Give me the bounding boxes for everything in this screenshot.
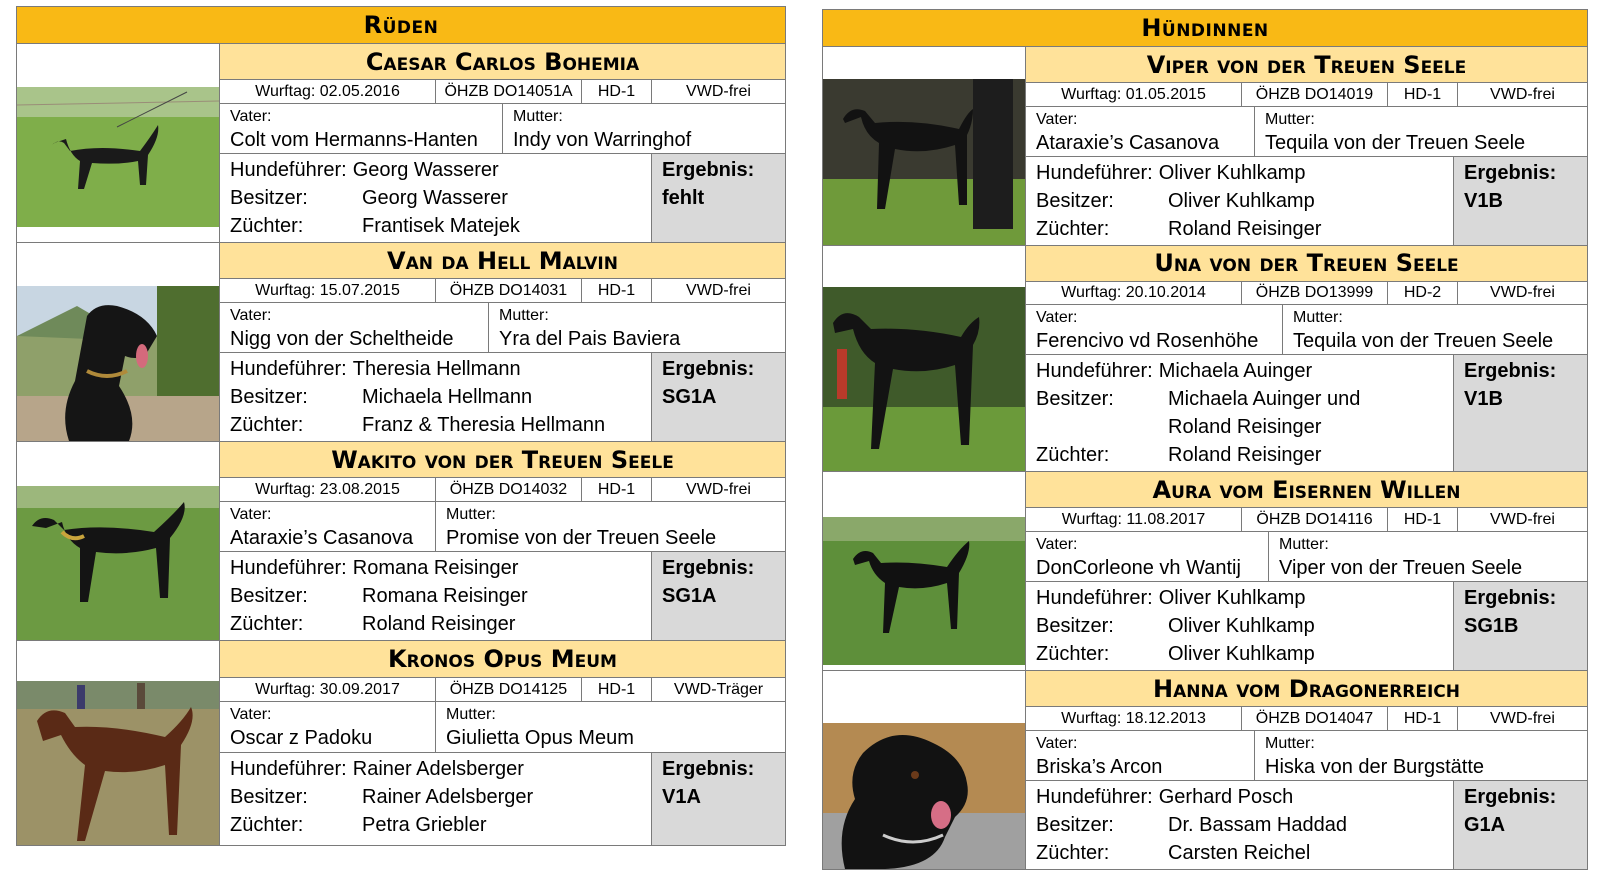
breeder: [230, 610, 641, 638]
handler-name: Oliver Kuhlkamp: [1158, 587, 1306, 609]
vwd-status: VWD-Träger: [673, 680, 764, 698]
dog-info: [220, 442, 786, 640]
owner-label: Besitzer:: [1036, 814, 1114, 836]
dog-photo-cell: [822, 671, 1026, 869]
breeder: [230, 212, 641, 240]
dog-info: [1026, 671, 1588, 869]
dog-photo-cell: [16, 243, 220, 441]
owner-label: Besitzer:: [230, 386, 308, 408]
column-title-huendinnen: Hündinnen: [822, 9, 1588, 47]
owner: [1036, 811, 1443, 839]
people-block: [220, 753, 785, 845]
owner: [230, 582, 641, 610]
breeder-name: Petra Griebler: [362, 814, 487, 836]
breeder: [230, 411, 641, 439]
parents-row: [1026, 532, 1587, 582]
handler-label: Hundeführer:: [1036, 360, 1153, 382]
parents-row: [220, 702, 785, 753]
breeder-label: Züchter:: [1036, 842, 1110, 864]
result-label: Ergebnis:: [662, 358, 755, 380]
handler: [230, 355, 641, 383]
mother-name: Promise von der Treuen Seele: [446, 526, 717, 549]
father-label: Vater:: [230, 107, 272, 125]
owner-label: Besitzer:: [1036, 190, 1114, 212]
dog-name: Una von der Treuen Seele: [1026, 246, 1587, 282]
result-label: Ergebnis:: [662, 557, 755, 579]
breeder: [1036, 441, 1443, 469]
breeder-name: Roland Reisinger: [1168, 218, 1322, 240]
dog-meta-row: [220, 678, 785, 702]
mother: [1254, 731, 1587, 780]
dog-meta-row: [220, 80, 785, 104]
dog-meta-row: [220, 279, 785, 303]
dog-name: Van da Hell Malvin: [220, 243, 785, 279]
dog-info: [220, 243, 786, 441]
doberman-head-portrait-icon: [823, 723, 1025, 869]
handler-name: Rainer Adelsberger: [352, 758, 524, 780]
people-block: [220, 154, 785, 242]
vwd-status: VWD-frei: [1490, 85, 1555, 103]
handler: [230, 156, 641, 184]
owner: [1036, 612, 1443, 640]
father: [1026, 532, 1268, 581]
breeder-label: Züchter:: [230, 613, 304, 635]
people-list: [1026, 781, 1453, 869]
dog-info: [1026, 47, 1588, 245]
breeder-label: Züchter:: [230, 414, 304, 436]
vwd-status: VWD-frei: [686, 281, 751, 299]
standing-doberman-meadow-icon: [823, 517, 1025, 665]
father-name: DonCorleone vh Wantij: [1036, 556, 1241, 579]
standing-doberman-handler-icon: [823, 79, 1025, 245]
handler-label: Hundeführer:: [230, 159, 347, 181]
handler-name: Theresia Hellmann: [352, 358, 521, 380]
father-label: Vater:: [230, 306, 272, 324]
mother-name: Indy von Warringhof: [513, 128, 692, 151]
mother-label: Mutter:: [1265, 110, 1315, 128]
mother: [1268, 532, 1587, 581]
handler-name: Michaela Auinger: [1158, 360, 1313, 382]
result-label: Ergebnis:: [1464, 162, 1557, 184]
father-name: Oscar z Padoku: [230, 727, 373, 749]
father-label: Vater:: [1036, 110, 1078, 128]
handler-label: Hundeführer:: [230, 557, 347, 579]
dog-meta-row: [1026, 83, 1587, 107]
breeder: [1036, 640, 1443, 668]
hd-status: HD-1: [1388, 508, 1458, 531]
standing-doberman-grass-icon: [17, 87, 219, 227]
wurftag: Wurftag: 30.09.2017: [220, 678, 436, 701]
breeder-label: Züchter:: [230, 814, 304, 836]
dog-entry: [16, 641, 786, 846]
handler-label: Hundeführer:: [1036, 786, 1153, 808]
zuchtbuch-number: ÖHZB DO14031: [436, 279, 582, 302]
father-name: Ataraxie’s Casanova: [230, 526, 414, 549]
mother-name: Tequila von der Treuen Seele: [1265, 131, 1526, 154]
dog-entry: [822, 671, 1588, 870]
vwd-status: VWD-frei: [1490, 709, 1555, 727]
wurftag: Wurftag: 15.07.2015: [220, 279, 436, 302]
father: [220, 303, 488, 352]
result-value: V1A: [662, 786, 701, 808]
owner-name: Romana Reisinger: [362, 585, 528, 607]
dog-entry: [822, 246, 1588, 472]
mother: [435, 702, 785, 752]
handler-name: Georg Wasserer: [352, 159, 499, 181]
wurftag: Wurftag: 02.05.2016: [220, 80, 436, 103]
mother: [488, 303, 785, 352]
father: [220, 502, 435, 551]
zuchtbuch-number: ÖHZB DO13999: [1242, 282, 1388, 304]
people-list: [1026, 157, 1453, 245]
mother: [1282, 305, 1587, 354]
owner: [1036, 385, 1443, 413]
breeder-label: Züchter:: [1036, 218, 1110, 240]
zuchtbuch-number: ÖHZB DO14116: [1242, 508, 1388, 531]
owner-label: Besitzer:: [230, 187, 308, 209]
father-name: Nigg von der Scheltheide: [230, 327, 454, 350]
breeder-name: Roland Reisinger: [362, 613, 516, 635]
handler: [1036, 783, 1443, 811]
handler-label: Hundeführer:: [1036, 162, 1153, 184]
breeder: [230, 811, 641, 839]
people-block: [1026, 355, 1587, 471]
dog-info: [1026, 246, 1588, 471]
handler-label: Hundeführer:: [230, 358, 347, 380]
mother: [435, 502, 785, 551]
sitting-doberman-mountain-icon: [17, 286, 219, 441]
handler: [230, 755, 641, 783]
hd-status: HD-2: [1388, 282, 1458, 304]
parents-row: [220, 502, 785, 552]
mother-label: Mutter:: [1265, 734, 1315, 752]
breeder-label: Züchter:: [230, 215, 304, 237]
parents-row: [220, 104, 785, 154]
dog-info: [1026, 472, 1588, 670]
result-label: Ergebnis:: [662, 758, 755, 780]
zuchtbuch-number: ÖHZB DO14032: [436, 478, 582, 501]
dog-entry: [16, 442, 786, 641]
owner-name: Michaela Hellmann: [362, 386, 533, 408]
father: [1026, 107, 1254, 156]
breeder-label: Züchter:: [1036, 643, 1110, 665]
breeder: [1036, 215, 1443, 243]
result-value: G1A: [1464, 814, 1506, 836]
father: [1026, 731, 1254, 780]
hd-status: HD-1: [582, 80, 652, 103]
dog-name: Kronos Opus Meum: [220, 641, 785, 678]
standing-doberman-lawn-icon: [17, 486, 219, 640]
people-list: [220, 552, 651, 640]
result-label: Ergebnis:: [1464, 360, 1557, 382]
dog-name: Hanna vom Dragonerreich: [1026, 671, 1587, 707]
breeder-name: Roland Reisinger: [1168, 444, 1322, 466]
handler-name: Romana Reisinger: [352, 557, 519, 579]
mother-name: Giulietta Opus Meum: [446, 727, 634, 749]
result-value: SG1B: [1464, 615, 1519, 637]
owner-name: Oliver Kuhlkamp: [1168, 190, 1315, 212]
result-value: SG1A: [662, 585, 717, 607]
result-cell: [1453, 781, 1587, 869]
dog-name: Caesar Carlos Bohemia: [220, 44, 785, 80]
hd-status: HD-1: [1388, 707, 1458, 730]
people-block: [1026, 781, 1587, 869]
father: [1026, 305, 1282, 354]
result-value: V1B: [1464, 388, 1503, 410]
zuchtbuch-number: ÖHZB DO14125: [436, 678, 582, 701]
dog-name: Wakito von der Treuen Seele: [220, 442, 785, 478]
handler: [230, 554, 641, 582]
handler: [1036, 357, 1443, 385]
owner-name: Rainer Adelsberger: [362, 786, 534, 808]
vwd-status: VWD-frei: [1490, 510, 1555, 528]
result-value: V1B: [1464, 190, 1503, 212]
father-label: Vater:: [1036, 734, 1078, 752]
owner-label: Besitzer:: [230, 585, 308, 607]
mother-name: Tequila von der Treuen Seele: [1293, 330, 1554, 352]
father-label: Vater:: [230, 706, 272, 723]
owner-label: Besitzer:: [230, 786, 308, 808]
owner-label: Besitzer:: [1036, 615, 1114, 637]
people-block: [1026, 157, 1587, 245]
dog-photo-cell: [16, 44, 220, 242]
dog-meta-row: [1026, 707, 1587, 731]
owner: [230, 783, 641, 811]
people-list: [1026, 355, 1453, 471]
parents-row: [220, 303, 785, 353]
vwd-status: VWD-frei: [1490, 283, 1555, 301]
wurftag: Wurftag: 18.12.2013: [1026, 707, 1242, 730]
dog-name: Aura vom Eisernen Willen: [1026, 472, 1587, 508]
result-label: Ergebnis:: [662, 159, 755, 181]
result-label: Ergebnis:: [1464, 786, 1557, 808]
owner: [230, 383, 641, 411]
hd-status: HD-1: [582, 279, 652, 302]
people-block: [1026, 582, 1587, 670]
owner-name: Georg Wasserer: [362, 187, 508, 209]
dog-entry: [16, 44, 786, 243]
mother-label: Mutter:: [446, 505, 496, 523]
result-cell: [651, 154, 785, 242]
female-dogs-column: [822, 9, 1588, 870]
father-name: Ataraxie’s Casanova: [1036, 131, 1220, 154]
mother-name: Yra del Pais Baviera: [499, 327, 681, 350]
breeder-name: Oliver Kuhlkamp: [1168, 643, 1315, 665]
father-name: Ferencivo vd Rosenhöhe: [1036, 330, 1259, 352]
people-list: [220, 753, 651, 845]
breeder: [1036, 839, 1443, 867]
mother-label: Mutter:: [446, 706, 496, 723]
wurftag: Wurftag: 11.08.2017: [1026, 508, 1242, 531]
zuchtbuch-number: ÖHZB DO14051A: [436, 80, 582, 103]
hd-status: HD-1: [582, 678, 652, 701]
mother-label: Mutter:: [513, 107, 563, 125]
standing-doberman-park-icon: [823, 287, 1025, 471]
dog-meta-row: [1026, 282, 1587, 305]
column-title-rueden: Rüden: [16, 6, 786, 44]
result-label: Ergebnis:: [1464, 587, 1557, 609]
result-cell: [651, 552, 785, 640]
owner-name-2: Roland Reisinger: [1168, 416, 1322, 438]
father-label: Vater:: [1036, 535, 1078, 553]
breeder-name: Frantisek Matejek: [362, 215, 520, 237]
owner-label: Besitzer:: [1036, 388, 1114, 410]
people-list: [220, 353, 651, 441]
breeder-name: Franz & Theresia Hellmann: [362, 414, 606, 436]
father-label: Vater:: [230, 505, 272, 523]
brown-doberman-show-icon: [17, 681, 219, 845]
parents-row: [1026, 305, 1587, 355]
hd-status: HD-1: [582, 478, 652, 501]
breeder-name: Carsten Reichel: [1168, 842, 1311, 864]
result-cell: [651, 753, 785, 845]
dog-info: [220, 44, 786, 242]
people-block: [220, 552, 785, 640]
dog-meta-row: [1026, 508, 1587, 532]
dog-info: [220, 641, 786, 845]
mother-label: Mutter:: [1279, 535, 1329, 553]
dog-meta-row: [220, 478, 785, 502]
male-dogs-column: [16, 6, 786, 846]
dog-photo-cell: [822, 47, 1026, 245]
father: [220, 104, 502, 153]
dog-photo-cell: [16, 641, 220, 845]
mother-label: Mutter:: [1293, 309, 1343, 326]
owner: [1036, 187, 1443, 215]
zuchtbuch-number: ÖHZB DO14047: [1242, 707, 1388, 730]
handler: [1036, 584, 1443, 612]
handler-label: Hundeführer:: [1036, 587, 1153, 609]
hd-status: HD-1: [1388, 83, 1458, 106]
mother-name: Hiska von der Burgstätte: [1265, 755, 1484, 778]
dog-entry: [822, 472, 1588, 671]
vwd-status: VWD-frei: [686, 480, 751, 498]
dog-entry: [16, 243, 786, 442]
owner-name: Michaela Auinger und: [1168, 388, 1361, 410]
mother-name: Viper von der Treuen Seele: [1279, 556, 1523, 579]
handler-name: Oliver Kuhlkamp: [1158, 162, 1306, 184]
owner: [230, 184, 641, 212]
people-list: [220, 154, 651, 242]
wurftag: Wurftag: 20.10.2014: [1026, 282, 1242, 304]
owner-name: Dr. Bassam Haddad: [1168, 814, 1347, 836]
dog-entry: [822, 47, 1588, 246]
mother: [1254, 107, 1587, 156]
father-name: Colt vom Hermanns-Hanten: [230, 128, 478, 151]
dog-photo-cell: [822, 472, 1026, 670]
people-list: [1026, 582, 1453, 670]
vwd-status: VWD-frei: [686, 82, 751, 100]
father: [220, 702, 435, 752]
breeder-label: Züchter:: [1036, 444, 1110, 466]
wurftag: Wurftag: 23.08.2015: [220, 478, 436, 501]
handler: [1036, 159, 1443, 187]
result-cell: [1453, 157, 1587, 245]
dog-name: Viper von der Treuen Seele: [1026, 47, 1587, 83]
wurftag: Wurftag: 01.05.2015: [1026, 83, 1242, 106]
dog-photo-cell: [822, 246, 1026, 471]
result-cell: [1453, 355, 1587, 471]
result-cell: [651, 353, 785, 441]
dog-photo-cell: [16, 442, 220, 640]
people-block: [220, 353, 785, 441]
parents-row: [1026, 731, 1587, 781]
father-name: Briska’s Arcon: [1036, 755, 1163, 778]
mother: [502, 104, 785, 153]
owner-continued: [1036, 413, 1443, 441]
handler-name: Gerhard Posch: [1158, 786, 1294, 808]
father-label: Vater:: [1036, 309, 1078, 326]
result-value: SG1A: [662, 386, 717, 408]
mother-label: Mutter:: [499, 306, 549, 324]
zuchtbuch-number: ÖHZB DO14019: [1242, 83, 1388, 106]
owner-name: Oliver Kuhlkamp: [1168, 615, 1315, 637]
result-cell: [1453, 582, 1587, 670]
parents-row: [1026, 107, 1587, 157]
handler-label: Hundeführer:: [230, 758, 347, 780]
result-value: fehlt: [662, 187, 705, 209]
